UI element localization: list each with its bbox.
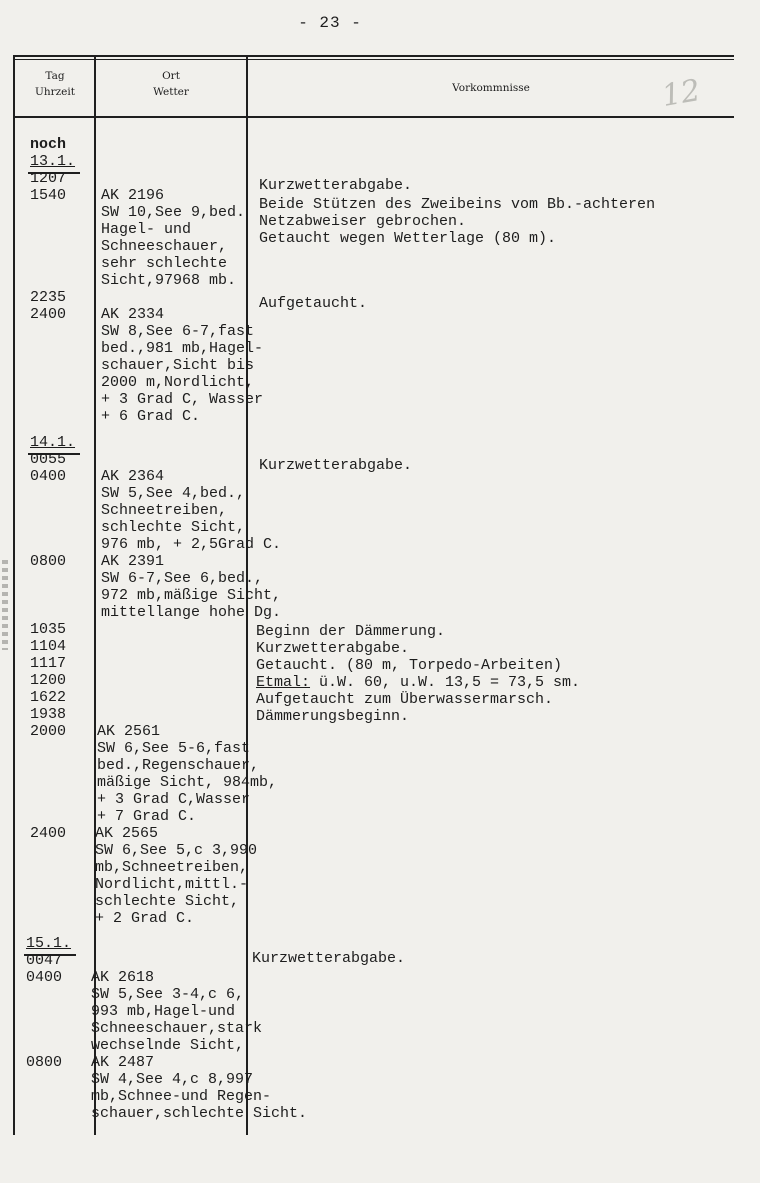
wx-f3: Nordlicht,mittl.- [95,876,249,893]
date-14-1: 14.1. [30,434,76,451]
wx-a2: Hagel- und [101,221,192,238]
wx-g4: wechselnde Sicht, [91,1037,245,1054]
wx-g2: 993 mb,Hagel-und [91,1003,236,1020]
event-r8: Getaucht. (80 m, Torpedo-Arbeiten) [256,657,563,674]
wx-g3: Schneeschauer,stark [91,1020,263,1037]
wx-e3: mäßige Sicht, 984mb, [97,774,278,791]
wx-f5: + 2 Grad C. [95,910,195,927]
wx-g0: AK 2618 [91,969,155,986]
header-bottom-rule [14,116,734,118]
table-top-rule [14,55,734,57]
left-border [13,55,15,1135]
wx-c0: AK 2364 [101,468,165,485]
margin-stamp [2,560,8,650]
time-1938: 1938 [30,706,67,723]
event-r11: Dämmerungsbeginn. [256,708,410,725]
time-1622: 1622 [30,689,67,706]
wx-b5: + 3 Grad C, Wasser [101,391,264,408]
header-day: Tag [45,70,65,82]
wx-b1: SW 8,See 6-7,fast [101,323,255,340]
event-r0: Kurzwetterabgabe. [259,177,413,194]
date-15-1: 15.1. [26,935,72,952]
wx-e5: + 7 Grad C. [97,808,197,825]
event-r5: Kurzwetterabgabe. [259,457,413,474]
etmal-label: Etmal: [256,674,311,691]
event-r4: Aufgetaucht. [259,295,368,312]
table-top-rule-2 [14,59,734,60]
time-0047: 0047 [26,952,63,969]
header-day-time [16,68,94,100]
header-time: Uhrzeit [35,86,75,98]
wx-c2: Schneetreiben, [101,502,228,519]
time-1035: 1035 [30,621,67,638]
wx-d1: SW 6-7,See 6,bed., [101,570,264,587]
wx-b4: 2000 m,Nordlicht, [101,374,255,391]
time-2400b: 2400 [30,825,67,842]
etmal-value: ü.W. 60, u.W. 13,5 = 73,5 sm. [310,674,581,691]
wx-h0: AK 2487 [91,1054,155,1071]
time-1207: 1207 [30,170,67,187]
wx-d2: 972 mb,mäßige Sicht, [101,587,282,604]
time-0055: 0055 [30,451,67,468]
wx-e0: AK 2561 [97,723,161,740]
page-number: - 23 - [298,14,362,32]
wx-f2: mb,Schneetreiben, [95,859,249,876]
wx-c3: schlechte Sicht, [101,519,246,536]
time-1200: 1200 [30,672,67,689]
header-place: Ort [162,70,180,82]
wx-e4: + 3 Grad C,Wasser [97,791,251,808]
event-r12: Kurzwetterabgabe. [252,950,406,967]
wx-f1: SW 6,See 5,c 3,990 [95,842,258,859]
wx-e2: bed.,Regenschauer, [97,757,260,774]
header-weather: Wetter [153,86,189,98]
time-1117: 1117 [30,655,67,672]
time-0400b: 0400 [26,969,63,986]
date-13-1: 13.1. [30,153,76,170]
wx-h3: schauer,schlechte Sicht. [91,1105,308,1122]
wx-c1: SW 5,See 4,bed., [101,485,246,502]
event-r9 [256,674,580,691]
header-events: Vorkommnisse [452,82,530,94]
time-0400: 0400 [30,468,67,485]
time-1104: 1104 [30,638,67,655]
event-r1: Beide Stützen des Zweibeins vom Bb.-achteren [259,196,656,213]
time-2235: 2235 [30,289,67,306]
wx-a0: AK 2196 [101,187,165,204]
wx-a3: Schneeschauer, [101,238,228,255]
wx-f0: AK 2565 [95,825,159,842]
wx-b3: schauer,Sicht bis [101,357,255,374]
wx-c4: 976 mb, + 2,5Grad C. [101,536,282,553]
wx-h1: SW 4,See 4,c 8,997 [91,1071,254,1088]
wx-b6: + 6 Grad C. [101,408,201,425]
time-0800: 0800 [30,553,67,570]
wx-d3: mittellange hohe Dg. [101,604,282,621]
wx-a4: sehr schlechte [101,255,228,272]
wx-b2: bed.,981 mb,Hagel- [101,340,264,357]
event-r10: Aufgetaucht zum Überwassermarsch. [256,691,554,708]
wx-a5: Sicht,97968 mb. [101,272,237,289]
wx-d0: AK 2391 [101,553,165,570]
time-1540: 1540 [30,187,67,204]
date-noch: noch [30,136,67,153]
event-r6: Beginn der Dämmerung. [256,623,446,640]
wx-e1: SW 6,See 5-6,fast [97,740,251,757]
wx-f4: schlechte Sicht, [95,893,240,910]
wx-a1: SW 10,See 9,bed. [101,204,246,221]
wx-h2: mb,Schnee-und Regen- [91,1088,272,1105]
header-place-weather [96,68,246,100]
handwritten-mark: 12 [659,72,703,115]
time-2000: 2000 [30,723,67,740]
time-0800b: 0800 [26,1054,63,1071]
event-r7: Kurzwetterabgabe. [256,640,410,657]
event-r2: Netzabweiser gebrochen. [259,213,467,230]
time-2400: 2400 [30,306,67,323]
event-r3: Getaucht wegen Wetterlage (80 m). [259,230,557,247]
wx-g1: SW 5,See 3-4,c 6, [91,986,245,1003]
wx-b0: AK 2334 [101,306,165,323]
